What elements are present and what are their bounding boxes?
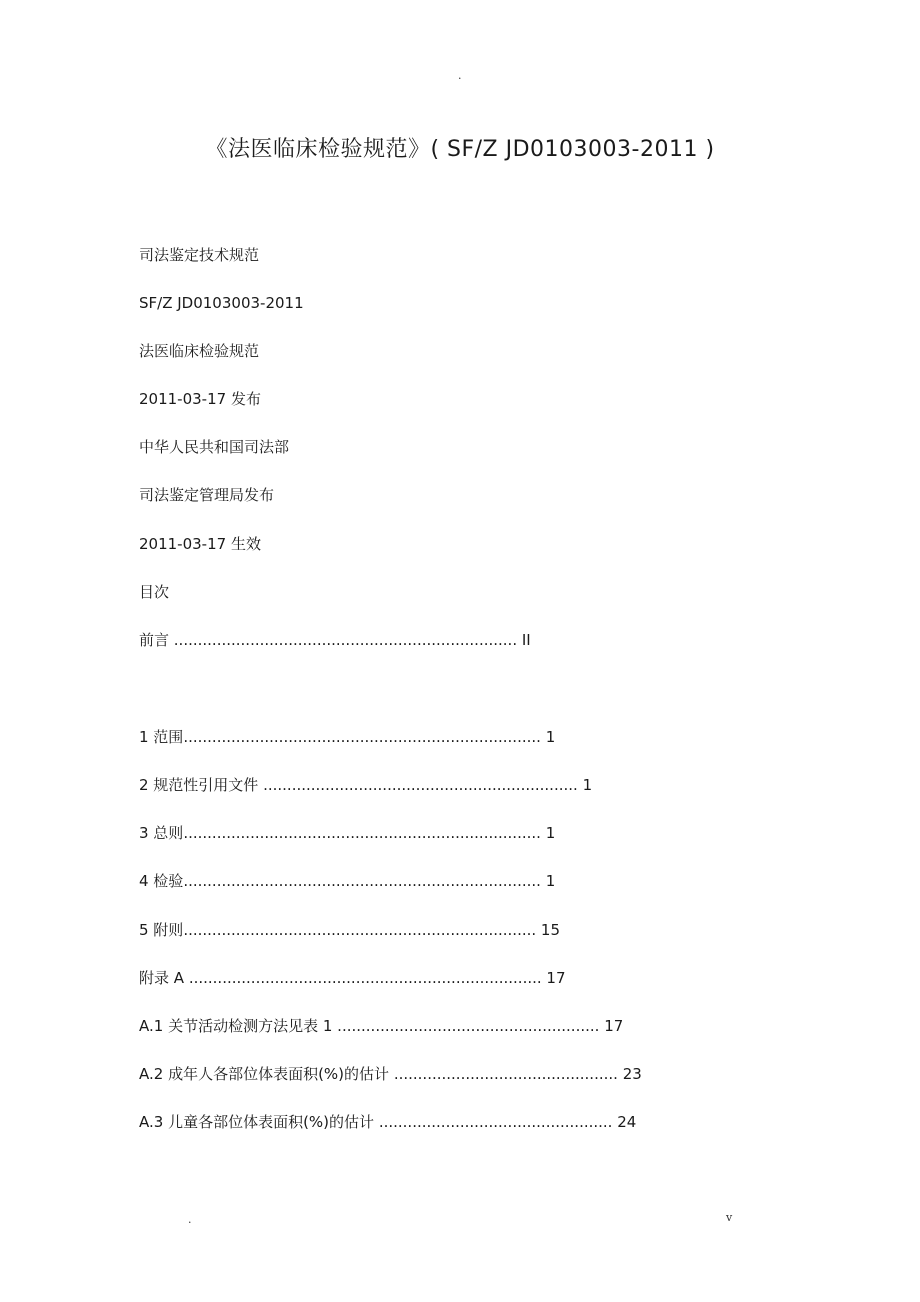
header-mark: . (458, 69, 462, 82)
toc-leader: ....................................................... (337, 1017, 600, 1035)
toc-leader: .......................................................................... (188, 969, 542, 987)
toc-entry[interactable] (139, 775, 592, 795)
toc-label: 4 检验 (139, 872, 184, 890)
toc-leader: ............................................... (393, 1065, 618, 1083)
toc-leader: ........................................................................... (183, 872, 541, 890)
standard-category: 司法鉴定技术规范 (139, 246, 260, 264)
toc-page: 1 (577, 776, 593, 794)
toc-page: 17 (599, 1017, 624, 1035)
document-title: 《法医临床检验规范》( SF/Z JD0103003-2011 ) (205, 137, 715, 162)
toc-leader: ................................................. (378, 1113, 613, 1131)
toc-leader: ........................................................................... (183, 824, 541, 842)
footer-right-mark: v (726, 1211, 733, 1224)
toc-leader: .................................................................. (263, 776, 578, 794)
toc-leader: ........................................................................... (183, 728, 541, 746)
toc-entry[interactable] (139, 968, 566, 988)
toc-label: 附录 A (139, 969, 189, 987)
toc-page: 24 (612, 1113, 637, 1131)
toc-page: 17 (541, 969, 566, 987)
ministry: 中华人民共和国司法部 (139, 438, 290, 456)
effective-date: 2011-03-17 生效 (139, 535, 261, 553)
toc-label: A.2 成年人各部位体表面积(%)的估计 (139, 1065, 394, 1083)
contents-heading: 目次 (139, 583, 170, 601)
toc-entry[interactable] (139, 1016, 623, 1036)
toc-page: 1 (540, 824, 556, 842)
toc-label: 1 范围 (139, 728, 184, 746)
toc-entry[interactable] (139, 871, 555, 891)
toc-label: 2 规范性引用文件 (139, 776, 264, 794)
toc-entry[interactable] (139, 1112, 636, 1132)
standard-code: SF/Z JD0103003-2011 (139, 294, 304, 312)
toc-page: II (517, 631, 531, 649)
toc-label: A.1 关节活动检测方法见表 1 (139, 1017, 338, 1035)
standard-name: 法医临床检验规范 (139, 342, 260, 360)
toc-leader: .......................................................................... (183, 921, 537, 939)
toc-label: 3 总则 (139, 824, 184, 842)
toc-page: 1 (540, 728, 556, 746)
toc-entry[interactable] (139, 920, 560, 940)
toc-page: 15 (536, 921, 561, 939)
toc-entry[interactable] (139, 823, 555, 843)
publishing-bureau: 司法鉴定管理局发布 (139, 486, 275, 504)
toc-entry[interactable] (139, 727, 555, 747)
toc-label: 前言 (139, 631, 174, 649)
toc-entry[interactable] (139, 630, 531, 650)
toc-label: 5 附则 (139, 921, 184, 939)
toc-page: 1 (540, 872, 556, 890)
toc-leader: ........................................................................ (173, 631, 518, 649)
issue-date: 2011-03-17 发布 (139, 390, 261, 408)
toc-page: 23 (617, 1065, 642, 1083)
toc-entry[interactable] (139, 1064, 642, 1084)
toc-label: A.3 儿童各部位体表面积(%)的估计 (139, 1113, 379, 1131)
footer-left-mark: . (188, 1213, 192, 1226)
